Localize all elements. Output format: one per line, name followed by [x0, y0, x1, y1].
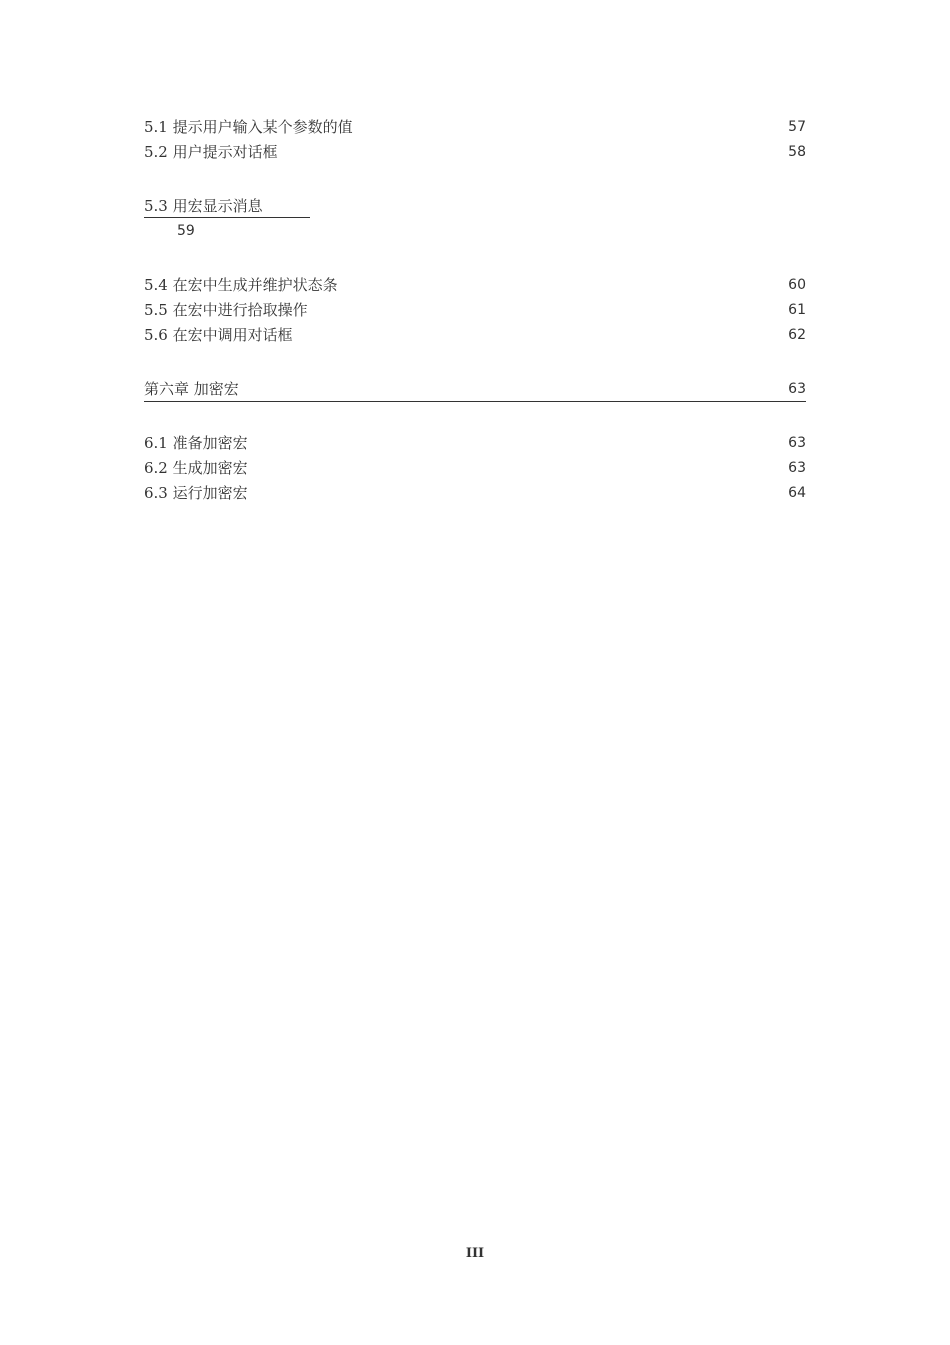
toc-entry-label: 6.3 运行加密宏: [144, 484, 248, 502]
toc-entry-page: 62: [788, 327, 806, 343]
toc-entry-label: 5.5 在宏中进行拾取操作: [144, 301, 308, 319]
spacer: [144, 242, 806, 273]
toc-entry[interactable]: [144, 323, 806, 348]
toc-entry-page: 58: [788, 144, 806, 160]
toc-entry-page: 63: [788, 435, 806, 451]
toc-entry[interactable]: [144, 431, 806, 456]
toc-entry-page: 57: [788, 119, 806, 135]
toc-entry[interactable]: [144, 273, 806, 298]
toc-entry[interactable]: [144, 481, 806, 506]
toc-entry-page: 64: [788, 485, 806, 501]
toc-entry-label: 第六章 加密宏: [144, 380, 239, 398]
spacer: [144, 402, 806, 431]
toc-entry-page: 61: [788, 302, 806, 318]
page-number: III: [465, 1246, 485, 1261]
toc-entry[interactable]: [144, 115, 806, 140]
toc-entry-label: 5.1 提示用户输入某个参数的值: [144, 118, 353, 136]
table-of-contents: [144, 115, 806, 506]
spacer: [144, 165, 806, 194]
toc-entry[interactable]: [144, 298, 806, 323]
toc-entry[interactable]: [144, 456, 806, 481]
spacer: [144, 348, 806, 377]
toc-entry-label: 6.1 准备加密宏: [144, 434, 248, 452]
toc-entry[interactable]: [144, 140, 806, 165]
toc-entry-label: 6.2 生成加密宏: [144, 459, 248, 477]
toc-entry-page: 63: [788, 460, 806, 476]
toc-chapter-entry[interactable]: [144, 377, 806, 402]
toc-entry-label: 5.2 用户提示对话框: [144, 143, 278, 161]
toc-entry-page: 63: [788, 381, 806, 397]
toc-entry-label: 5.4 在宏中生成并维护状态条: [144, 276, 338, 294]
toc-entry-label: 5.3 用宏显示消息: [144, 194, 310, 218]
toc-entry-label: 5.6 在宏中调用对话框: [144, 326, 293, 344]
toc-entry-page: 59: [177, 223, 195, 239]
toc-entry-page: 60: [788, 277, 806, 293]
toc-entry[interactable]: [144, 194, 806, 242]
